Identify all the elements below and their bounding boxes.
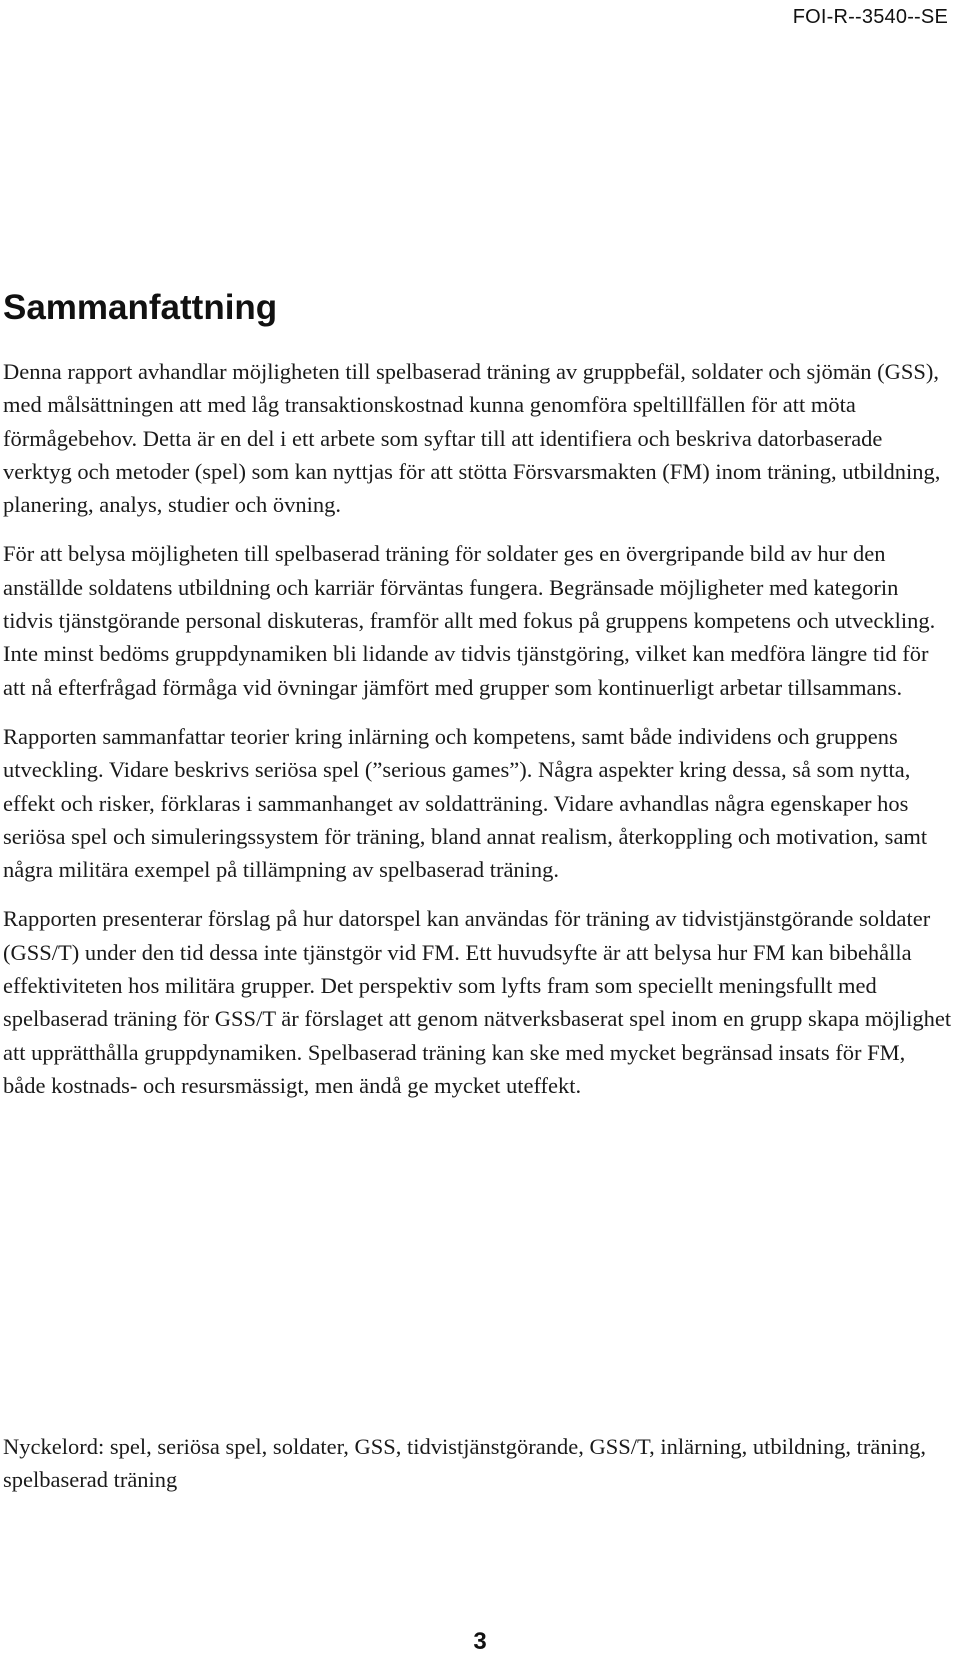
paragraph-1: Denna rapport avhandlar möjligheten till spelbaserad träning av gruppbefäl, soldater och sjömän (GSS), med målsättningen att med låg transaktionskostnad kunna genomföra speltillfällen för att möta förmågebehov. Detta är en del i ett arbete som syftar till att identifiera och beskriva datorbaserade verktyg och metoder (spel) som kan nyttjas för att stötta Försvarsmakten (FM) inom träning, utbildning, planering, analys, studier och övning. <box>3 359 941 518</box>
paragraph-2: För att belysa möjligheten till spelbaserad träning för soldater ges en övergripande bild av hur den anställde soldatens utbildning och karriär förväntas fungera. Begränsade möjligheter med kategorin tidvis tjänstgörande personal diskuteras, framför allt med fokus på gruppens kompetens och utveckling. Inte minst bedöms gruppdynamiken bli lidande av tidvis tjänstgöring, vilket kan medföra längre tid för att nå efterfrågad förmåga vid övningar jämfört med grupper som kontinuerligt arbetar tillsammans. <box>3 541 936 700</box>
section-heading: Sammanfattning <box>3 288 278 327</box>
keywords: Nyckelord: spel, seriösa spel, soldater, GSS, tidvistjänstgörande, GSS/T, inlärning, utbildning, träning, spelbaserad träning <box>3 1434 926 1493</box>
paragraph-4: Rapporten presenterar förslag på hur datorspel kan användas för träning av tidvistjänstgörande soldater (GSS/T) under den tid dessa inte tjänstgör vid FM. Ett huvudsyfte är att belysa hur FM kan bibehålla effektiviteten hos militära grupper. Det perspektiv som lyfts fram som speciellt meningsfullt med spelbaserad träning för GSS/T är förslaget att genom nätverksbaserat spel inom en grupp skapa möjlighet att upprätthålla gruppdynamiken. Spelbaserad träning kan ske med mycket begränsad insats för FM, både kostnads- och resursmässigt, men ändå ge mycket uteffekt. <box>3 906 952 1098</box>
report-id: FOI-R--3540--SE <box>792 6 948 28</box>
page-number: 3 <box>473 1628 487 1655</box>
summary-body <box>3 355 953 1118</box>
paragraph-3: Rapporten sammanfattar teorier kring inlärning och kompetens, samt både individens och gruppens utveckling. Vidare beskrivs seriösa spel (”serious games”). Några aspekter kring dessa, så som nytta, effekt och risker, förklaras i sammanhanget av soldatträning. Vidare avhandlas några egenskaper hos seriösa spel och simuleringssystem för träning, bland annat realism, återkoppling och motivation, samt några militära exempel på tillämpning av spelbaserad träning. <box>3 723 928 883</box>
